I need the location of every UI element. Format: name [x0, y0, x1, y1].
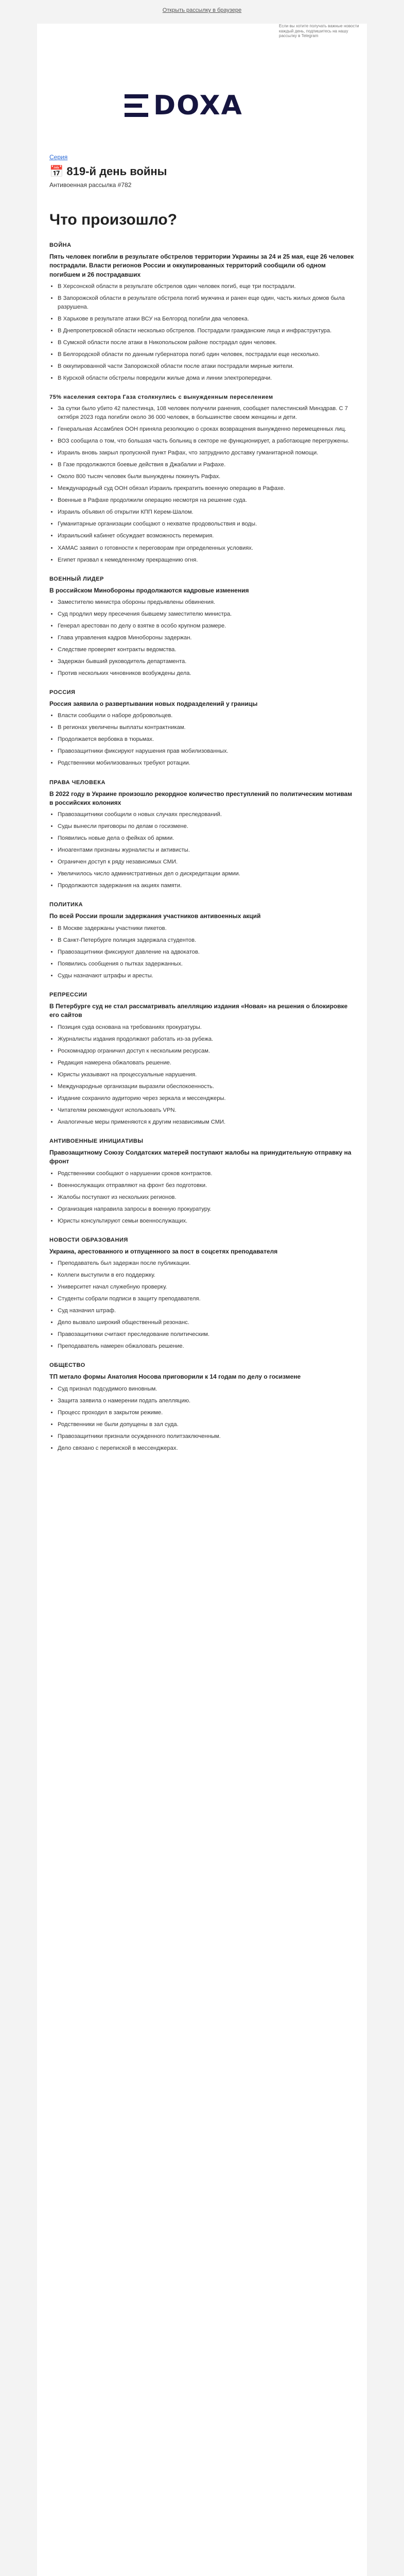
section-lead: По всей России прошли задержания участников антивоенных акций [49, 912, 261, 920]
list-item: • Студенты собрали подписи в защиту преподавателя. [58, 1295, 355, 1303]
list-item: • В оккупированной части Запорожской области после атаки пострадали мирные жители. [58, 362, 355, 371]
section-lead: В 2022 году в Украине произошло рекордное количество преступлений по политическим мотивам в российских колониях [49, 790, 353, 806]
list-item: • В Харькове в результате атаки ВСУ на Белгород погибли два человека. [58, 315, 355, 324]
list-item: • Следствие проверяет контракты ведомства. [58, 646, 355, 654]
list-item: • В Днепропетровской области несколько обстрелов. Пострадали гражданские лица и инфраструктура. [58, 327, 355, 335]
news-section [49, 242, 355, 383]
list-item: • Военнослужащих отправляют на фронт без подготовки. [58, 1181, 355, 1190]
list-item: • Правозащитники фиксируют нарушения прав мобилизованных. [58, 747, 355, 756]
news-section [49, 689, 355, 768]
telegram-note: Если вы хотите получать важные новости каждый день, подпишитесь на нашу рассылку в Telegram [279, 24, 359, 39]
news-section [49, 1237, 355, 1351]
page-title: 📅 819-й день войны [49, 165, 167, 178]
series-link[interactable]: Серия [49, 154, 68, 161]
list-item: • Продолжаются задержания на акциях памяти. [58, 882, 355, 890]
list-item: • Редакция намерена обжаловать решение. [58, 1059, 355, 1067]
list-item: • Продолжается вербовка в тюрьмах. [58, 735, 355, 744]
list-item: • Роскомнадзор ограничил доступ к нескольким ресурсам. [58, 1047, 355, 1056]
news-section [49, 779, 355, 891]
list-item: • Аналогичные меры применяются к другим независимым СМИ. [58, 1118, 355, 1127]
list-item: • Заместителю министра обороны предъявлены обвинения. [58, 598, 355, 607]
list-item: • Военные в Рафахе продолжили операцию несмотря на решение суда. [58, 496, 355, 505]
list-item: • Израиль объявил об открытии КПП Керем-Шалом. [58, 508, 355, 517]
list-item: • ВОЗ сообщила о том, что большая часть больниц в секторе не функционирует, а работающие перегружены. [58, 437, 355, 446]
list-item: • Суд признал подсудимого виновным. [58, 1385, 355, 1394]
list-item: • Защита заявила о намерении подать апелляцию. [58, 1397, 355, 1405]
list-item: • Генеральная Ассамблея ООН приняла резолюцию о сроках возвращения вынужденно перемещенных лиц. [58, 425, 355, 434]
list-item: • Суды назначают штрафы и аресты. [58, 972, 355, 980]
list-item: • Иноагентами признаны журналисты и активисты. [58, 846, 355, 855]
news-section [49, 992, 355, 1127]
list-item: • Генерал арестован по делу о взятке в особо крупном размере. [58, 622, 355, 631]
sections-list [49, 242, 355, 1453]
section-bullets [49, 1170, 355, 1226]
section-lead: ТП метало формы Анатолия Носова приговорили к 14 годам по делу о госизмене [49, 1373, 301, 1381]
section-bullets [49, 810, 355, 890]
list-item: • Появились новые дела о фейках об армии. [58, 834, 355, 843]
section-lead: Украина, арестованного и отпущенного за пост в соцсетях преподавателя [49, 1247, 278, 1255]
what-happened-heading: Что произошло? [49, 211, 178, 228]
list-item: • Правозащитники признали осужденного политзаключенным. [58, 1432, 355, 1441]
news-section [49, 394, 355, 564]
section-bullets [49, 282, 355, 383]
issue-subtitle: Антивоенная рассылка #782 [49, 181, 132, 189]
section-title: АНТИВОЕННЫЕ ИНИЦИАТИВЫ [49, 1138, 144, 1144]
list-item: • Суд назначил штраф. [58, 1307, 355, 1315]
list-item: • В Белгородской области по данным губернатора погиб один человек, пострадали еще несколько. [58, 350, 355, 359]
news-section [49, 1138, 355, 1226]
logo-mark-icon [125, 94, 148, 117]
list-item: • Дело связано с перепиской в мессенджерах. [58, 1444, 355, 1453]
list-item: • ХАМАС заявил о готовности к переговорам при определенных условиях. [58, 544, 355, 553]
list-item: • Международный суд ООН обязал Израиль прекратить военную операцию в Рафахе. [58, 484, 355, 493]
list-item: • Читателям рекомендуют использовать VPN. [58, 1106, 355, 1115]
section-title: 75% населения сектора Газа столкнулись с вынужденным переселением [49, 394, 273, 401]
list-item: • Юристы консультируют семьи военнослужащих. [58, 1217, 355, 1226]
list-item: • Издание сохранило аудиторию через зеркала и мессенджеры. [58, 1094, 355, 1103]
list-item: • Правозащитники фиксируют давление на адвокатов. [58, 948, 355, 957]
list-item: • Увеличилось число административных дел о дискредитации армии. [58, 870, 355, 878]
list-item: • Появились сообщения о пытках задержанных. [58, 960, 355, 969]
section-title: ПОЛИТИКА [49, 902, 83, 908]
list-item: • Суды вынесли приговоры по делам о госизмене. [58, 822, 355, 831]
doxa-logo [125, 91, 243, 121]
list-item: • Юристы указывают на процессуальные нарушения. [58, 1071, 355, 1079]
list-item: • В регионах увеличены выплаты контрактникам. [58, 723, 355, 732]
list-item: • Позиция суда основана на требованиях прокуратуры. [58, 1023, 355, 1032]
list-item: • В Сумской области после атаки в Никопольском районе пострадал один человек. [58, 338, 355, 347]
news-section [49, 902, 355, 980]
list-item: • Гуманитарные организации сообщают о нехватке продовольствия и воды. [58, 520, 355, 529]
section-lead: В Петербурге суд не стал рассматривать апелляцию издания «Новая» на решения о блокировке его сайтов [49, 1002, 348, 1019]
section-lead: В российском Минобороны продолжаются кадровые изменения [49, 586, 249, 594]
list-item: • Правозащитники считают преследование политическим. [58, 1330, 355, 1339]
list-item: • Международные организации выразили обеспокоенность. [58, 1082, 355, 1091]
section-title: ПРАВА ЧЕЛОВЕКА [49, 779, 106, 786]
section-lead: Россия заявила о развертывании новых подразделений у границы [49, 700, 258, 708]
list-item: • Дело вызвало широкий общественный резонанс. [58, 1318, 355, 1327]
list-item: • Ограничен доступ к ряду независимых СМИ. [58, 858, 355, 867]
list-item: • Организация направила запросы в военную прокуратуру. [58, 1205, 355, 1214]
list-item: • Израильский кабинет обсуждает возможность перемирия. [58, 532, 355, 540]
section-title: ВОЕННЫЙ ЛИДЕР [49, 575, 104, 582]
section-bullets [49, 1023, 355, 1127]
list-item: • Родственники сообщают о нарушении сроков контрактов. [58, 1170, 355, 1178]
section-lead: Пять человек погибли в результате обстрелов территории Украины за 24 и 25 мая, еще 26 человек пострадали. Власти регионов России и оккупированных территорий сообщили об одном погибшем и 26 пострадавших [49, 253, 354, 278]
section-bullets [49, 1259, 355, 1351]
section-title: РОССИЯ [49, 689, 76, 696]
section-bullets [49, 711, 355, 768]
section-title: ВОЙНА [49, 242, 72, 248]
list-item: • В Запорожской области в результате обстрела погиб мужчина и ранен еще один, часть жилых домов была разрушена. [58, 294, 355, 312]
list-item: • Власти сообщили о наборе добровольцев. [58, 711, 355, 720]
list-item: • В Херсонской области в результате обстрелов один человек погиб, еще три пострадали. [58, 282, 355, 291]
list-item: • Около 800 тысяч человек были вынуждены покинуть Рафах. [58, 472, 355, 481]
section-title: РЕПРЕССИИ [49, 991, 87, 998]
open-in-browser-link[interactable]: Открыть рассылку в браузере [162, 7, 242, 13]
newsletter-content [49, 154, 355, 1464]
section-bullets [49, 1385, 355, 1453]
list-item: • В Москве задержаны участники пикетов. [58, 924, 355, 933]
list-item: • Журналисты издания продолжают работать из-за рубежа. [58, 1035, 355, 1044]
section-bullets [49, 924, 355, 980]
list-item: • Жалобы поступают из нескольких регионов. [58, 1193, 355, 1202]
section-title: ОБЩЕСТВО [49, 1362, 85, 1369]
list-item: • Израиль вновь закрыл пропускной пункт Рафах, что затруднило доставку гуманитарной помощи. [58, 449, 355, 457]
list-item: • Суд продлил меру пресечения бывшему заместителю министра. [58, 610, 355, 619]
list-item: • Против нескольких чиновников возбуждены дела. [58, 669, 355, 678]
list-item: • Коллеги выступили в его поддержку. [58, 1271, 355, 1280]
news-section [49, 576, 355, 679]
section-title: НОВОСТИ ОБРАЗОВАНИЯ [49, 1236, 128, 1243]
list-item: • Родственники мобилизованных требуют ротации. [58, 759, 355, 768]
news-section [49, 1362, 355, 1452]
list-item: • Глава управления кадров Минобороны задержан. [58, 634, 355, 642]
section-bullets [49, 598, 355, 678]
list-item: • Правозащитники сообщили о новых случаях преследований. [58, 810, 355, 819]
calendar-icon: 📅 [49, 165, 64, 178]
newsletter-card [37, 24, 367, 2576]
list-item: • Преподаватель намерен обжаловать решение. [58, 1342, 355, 1351]
list-item: • В Санкт-Петербурге полиция задержала студентов. [58, 936, 355, 945]
list-item: • За сутки было убито 42 палестинца, 108 человек получили ранения, сообщает палестинский Минздрав. С 7 октября 2023 года погибли около 36 000 человек, в большинстве своем женщины и дети. [58, 404, 355, 422]
list-item: • Преподаватель был задержан после публикации. [58, 1259, 355, 1268]
list-item: • В Курской области обстрелы повредили жилые дома и линии электропередачи. [58, 374, 355, 383]
list-item: • Родственники не были допущены в зал суда. [58, 1420, 355, 1429]
list-item: • В Газе продолжаются боевые действия в Джабалии и Рафахе. [58, 461, 355, 469]
section-bullets [49, 404, 355, 564]
list-item: • Университет начал служебную проверку. [58, 1283, 355, 1292]
list-item: • Египет призвал к немедленному прекращению огня. [58, 556, 355, 565]
list-item: • Задержан бывший руководитель департамента. [58, 657, 355, 666]
logo-text: DOXA [153, 90, 243, 121]
list-item: • Процесс проходил в закрытом режиме. [58, 1409, 355, 1417]
section-lead: Правозащитному Союзу Солдатских матерей поступают жалобы на принудительную отправку на фронт [49, 1148, 352, 1165]
